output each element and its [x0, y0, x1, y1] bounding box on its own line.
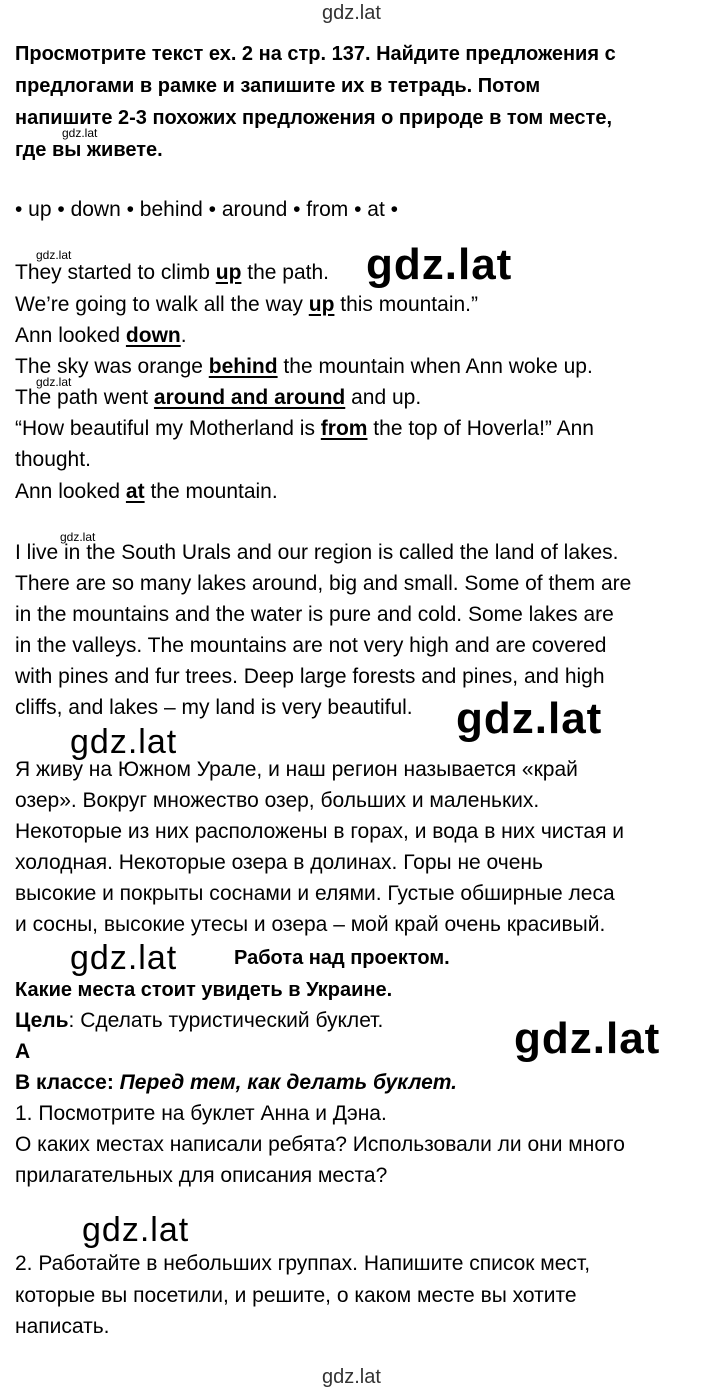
watermark-logo: gdz.lat	[514, 1014, 661, 1063]
project-item: написать.	[15, 1315, 110, 1338]
project-places: Какие места стоит увидеть в Украине.	[15, 979, 393, 1001]
project-item: которые вы посетили, и решите, о каком месте вы хотите	[15, 1284, 577, 1307]
mid-watermark: gdz.lat	[70, 939, 178, 977]
site-footer-label: gdz.lat	[322, 1366, 381, 1388]
prepositions-box: • up • down • behind • around • from • at •	[15, 198, 399, 221]
sentence-line: Ann looked down.	[15, 324, 187, 347]
watermark-logo: gdz.lat	[456, 694, 603, 743]
sentence-line: We’re going to walk all the way up this mountain.”	[15, 293, 478, 316]
small-watermark: gdz.lat	[36, 375, 72, 389]
task-line-2: предлогами в рамке и запишите их в тетрадь. Потом	[15, 75, 541, 97]
russian-line: и сосны, высокие утесы и озера – мой край очень красивый.	[15, 913, 606, 936]
project-item: 1. Посмотрите на буклет Анна и Дэна.	[15, 1102, 387, 1125]
english-line: There are so many lakes around, big and small. Some of them are	[15, 572, 632, 595]
russian-line: озер». Вокруг множество озер, больших и маленьких.	[15, 789, 540, 812]
project-item: 2. Работайте в небольших группах. Напишите список мест,	[15, 1252, 591, 1275]
watermark-logo: gdz.lat	[366, 240, 513, 289]
sentence-line: They started to climb up the path.	[15, 261, 329, 284]
sentence-line: The path went around and around and up.	[15, 386, 422, 409]
small-watermark: gdz.lat	[62, 126, 98, 140]
sentence-line: thought.	[15, 448, 91, 471]
project-item: прилагательных для описания места?	[15, 1164, 388, 1187]
project-heading: Работа над проектом.	[234, 947, 450, 969]
russian-line: Некоторые из них расположены в горах, и вода в них чистая и	[15, 820, 625, 843]
english-line: in the mountains and the water is pure and cold. Some lakes are	[15, 603, 614, 626]
project-class-line: В классе: Перед тем, как делать буклет.	[15, 1071, 458, 1094]
english-line: cliffs, and lakes – my land is very beautiful.	[15, 696, 413, 719]
english-line: I live in the South Urals and our region is called the land of lakes.	[15, 541, 619, 564]
sentence-line: The sky was orange behind the mountain when Ann woke up.	[15, 355, 593, 378]
english-line: in the valleys. The mountains are not very high and are covered	[15, 634, 607, 657]
english-line: with pines and fur trees. Deep large forests and pines, and high	[15, 665, 605, 688]
russian-line: холодная. Некоторые озера в долинах. Горы не очень	[15, 851, 543, 874]
sentence-line: Ann looked at the mountain.	[15, 480, 278, 503]
russian-line: высокие и покрыты соснами и елями. Густые обширные леса	[15, 882, 615, 905]
russian-line: Я живу на Южном Урале, и наш регион называется «край	[15, 758, 578, 781]
task-line-4: где вы живете.	[15, 139, 163, 161]
site-header-label: gdz.lat	[322, 2, 381, 24]
small-watermark: gdz.lat	[36, 248, 72, 262]
mid-watermark: gdz.lat	[78, 1210, 195, 1250]
project-item: О каких местах написали ребята? Использовали ли они много	[15, 1133, 625, 1156]
mid-watermark: gdz.lat	[70, 723, 178, 761]
project-section-label: A	[15, 1040, 31, 1063]
task-line-1: Просмотрите текст ех. 2 на стр. 137. Найдите предложения с	[15, 43, 616, 65]
project-goal: Цель: Сделать туристический буклет.	[15, 1009, 384, 1032]
task-line-3: напишите 2-3 похожих предложения о природе в том месте,	[15, 107, 613, 129]
small-watermark: gdz.lat	[60, 530, 96, 544]
sentence-line: “How beautiful my Motherland is from the top of Hoverla!” Ann	[15, 417, 594, 440]
